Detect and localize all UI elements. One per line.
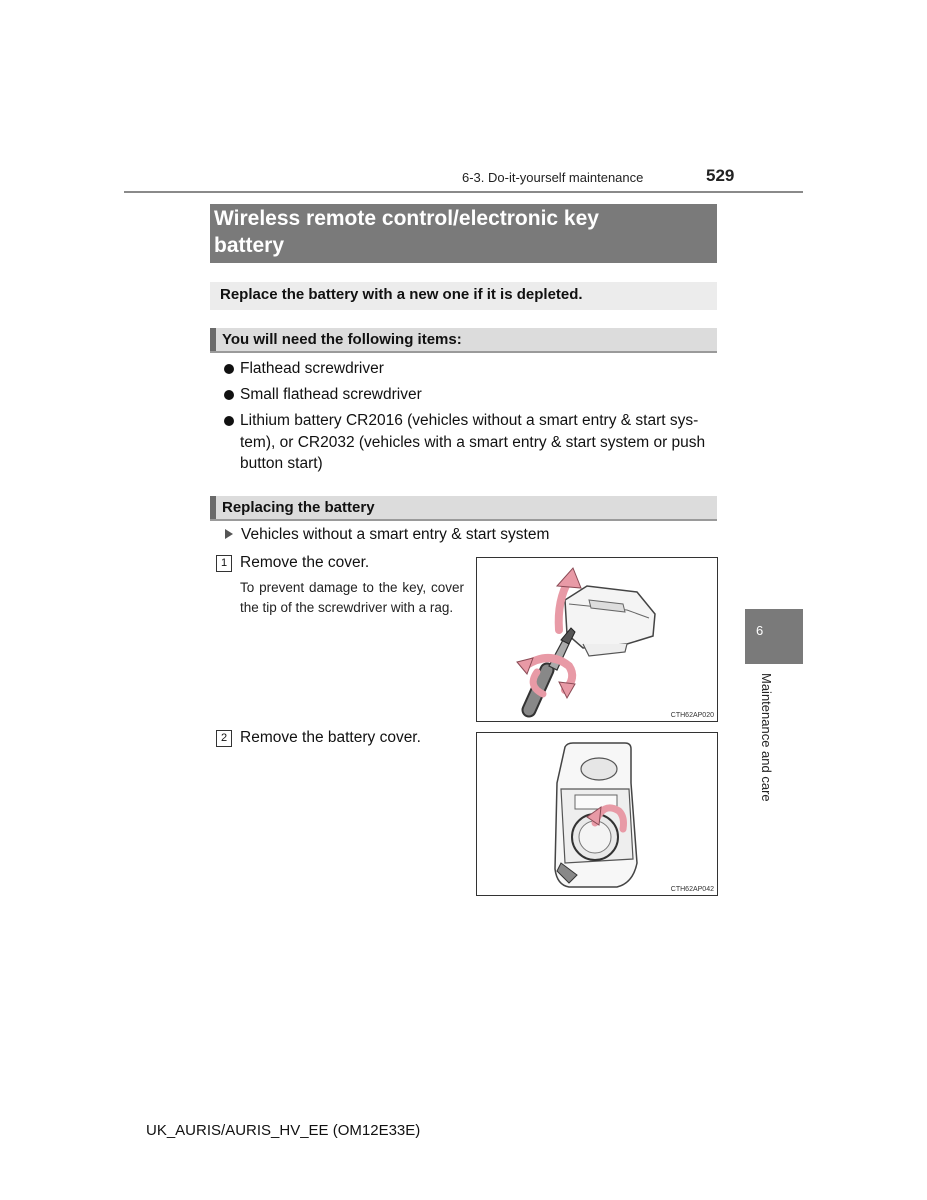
replace-section-label: Replacing the battery [222, 499, 375, 516]
header-section-title: 6-3. Do-it-yourself maintenance [462, 170, 644, 185]
chapter-label: Maintenance and care [759, 673, 774, 802]
footer-code: UK_AURIS/AURIS_HV_EE (OM12E33E) [146, 1122, 421, 1139]
figure-code: CTH62AP020 [670, 712, 714, 719]
section-heading-bar [210, 328, 216, 351]
bullet-dot-icon [224, 364, 234, 374]
list-item [222, 358, 718, 380]
page-number: 529 [706, 166, 735, 185]
page-title-line-2: battery [214, 234, 285, 257]
page-title-box [210, 204, 717, 263]
figure-code: CTH62AP042 [670, 886, 714, 893]
replace-section-heading [210, 496, 717, 521]
triangle-right-icon [225, 529, 233, 539]
step-1-text: Remove the cover. [240, 554, 370, 571]
running-header [0, 160, 927, 194]
step-1-note: To prevent damage to the key, cover the tip of the screwdriver with a rag. [240, 580, 464, 615]
step-2-text: Remove the battery cover. [240, 729, 421, 746]
figure-remove-cover [476, 557, 718, 722]
items-list [222, 358, 718, 479]
list-item [222, 384, 718, 406]
list-item [222, 410, 718, 475]
vehicle-subheading-text: Vehicles without a smart entry & start system [241, 526, 550, 543]
list-item-text: Flathead screwdriver [240, 360, 384, 377]
page-title-line-1: Wireless remote control/electronic key [214, 207, 599, 230]
items-section-heading [210, 328, 717, 353]
key-cover-illustration [477, 558, 717, 721]
list-item-text: Lithium battery CR2016 (vehicles without a smart entry & start sys-tem), or CR2032 (vehicles with a smart entry & start system or push button start) [240, 412, 706, 472]
section-heading-bar [210, 496, 216, 519]
step-1-number: 1 [216, 555, 232, 572]
chapter-tab [745, 609, 803, 664]
intro-text: Replace the battery with a new one if it is depleted. [220, 286, 583, 303]
step-2-number: 2 [216, 730, 232, 747]
intro-box [210, 282, 717, 310]
figure-remove-battery-cover [476, 732, 718, 896]
bullet-dot-icon [224, 390, 234, 400]
vehicle-subheading [222, 526, 549, 544]
page-title [214, 205, 712, 259]
header-rule [124, 191, 803, 193]
list-item-text: Small flathead screwdriver [240, 386, 422, 403]
items-section-label: You will need the following items: [222, 331, 462, 348]
battery-cover-illustration [477, 733, 717, 895]
chapter-number: 6 [756, 623, 764, 638]
bullet-dot-icon [224, 416, 234, 426]
